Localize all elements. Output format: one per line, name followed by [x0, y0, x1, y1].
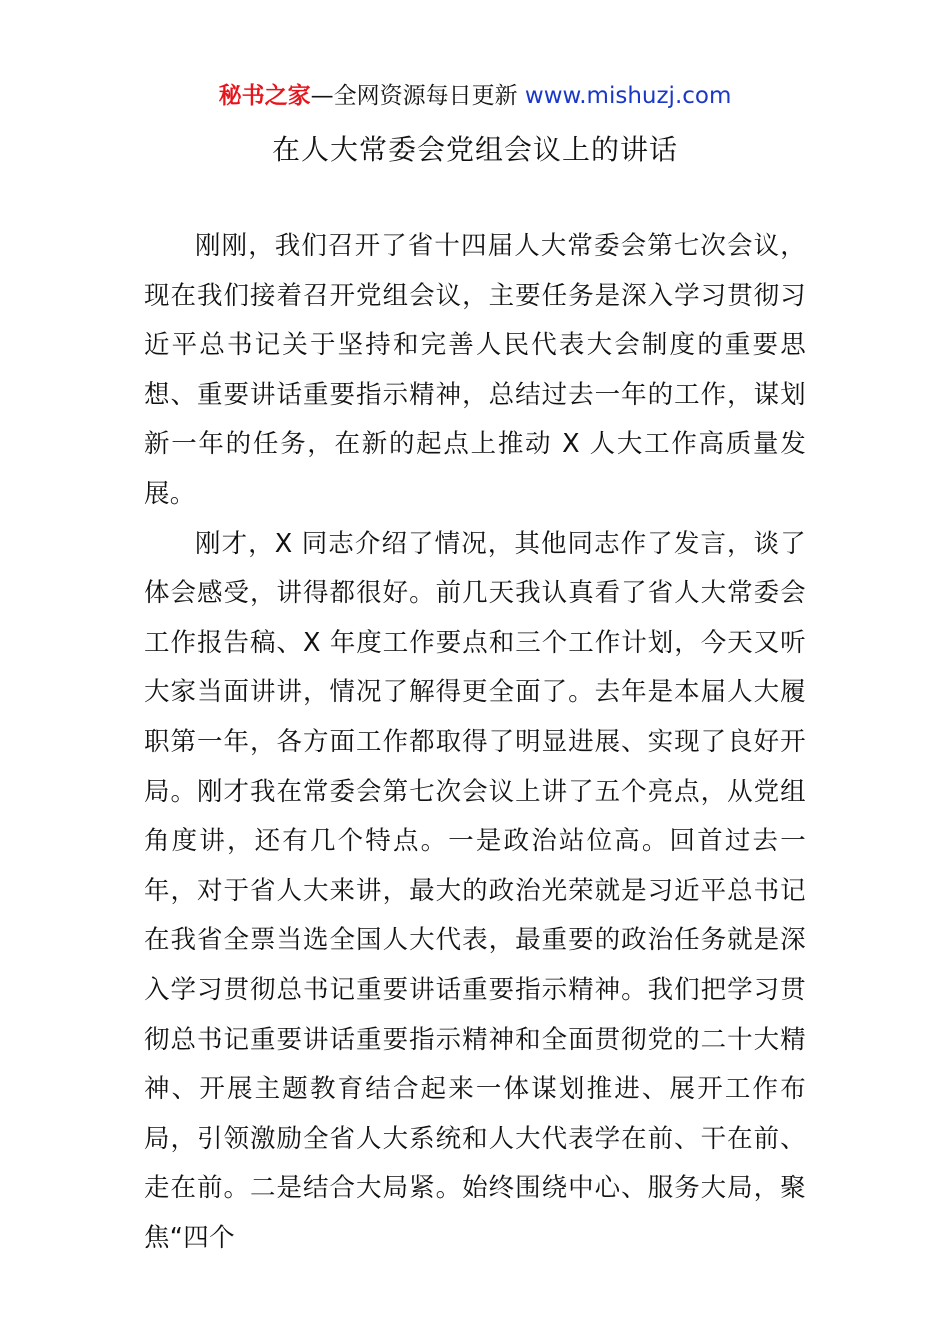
brand-name: 秘书之家: [218, 83, 311, 109]
paragraph: 刚才，X 同志介绍了情况，其他同志作了发言，谈了体会感受，讲得都很好。前几天我认真看了省人大常委会工作报告稿、X 年度工作要点和三个工作计划，今天又听大家当面讲讲，情况了解得更全面了。去年是本届人大履职第一年，各方面工作都取得了明显进展、实现了良好开局。刚才我在常委会第七次会议上讲了五个亮点，从党组角度讲，还有几个特点。一是政治站位高。回首过去一年，对于省人大来讲，最大的政治光荣就是习近平总书记在我省全票当选全国人大代表，最重要的政治任务就是深入学习贯彻总书记重要讲话重要指示精神。我们把学习贯彻总书记重要讲话重要指示精神和全面贯彻党的二十大精神、开展主题教育结合起来一体谋划推进、展开工作布局，引领激励全省人大系统和人大代表学在前、干在前、走在前。二是结合大局紧。始终围绕中心、服务大局，聚焦“四个: [144, 528, 806, 1253]
header-tagline: —全网资源每日更新: [310, 83, 525, 109]
site-header: [0, 80, 950, 112]
paragraph: 刚刚，我们召开了省十四届人大常委会第七次会议，现在我们接着召开党组会议，主要任务是深入学习贯彻习近平总书记关于坚持和完善人民代表大会制度的重要思想、重要讲话重要指示精神，总结过去一年的工作，谋划新一年的任务，在新的起点上推动 X 人大工作高质量发展。: [144, 231, 806, 509]
site-url-link[interactable]: www.mishuzj.com: [524, 83, 732, 109]
document-title: 在人大常委会党组会议上的讲话: [271, 133, 678, 166]
document-body: [144, 222, 806, 1263]
